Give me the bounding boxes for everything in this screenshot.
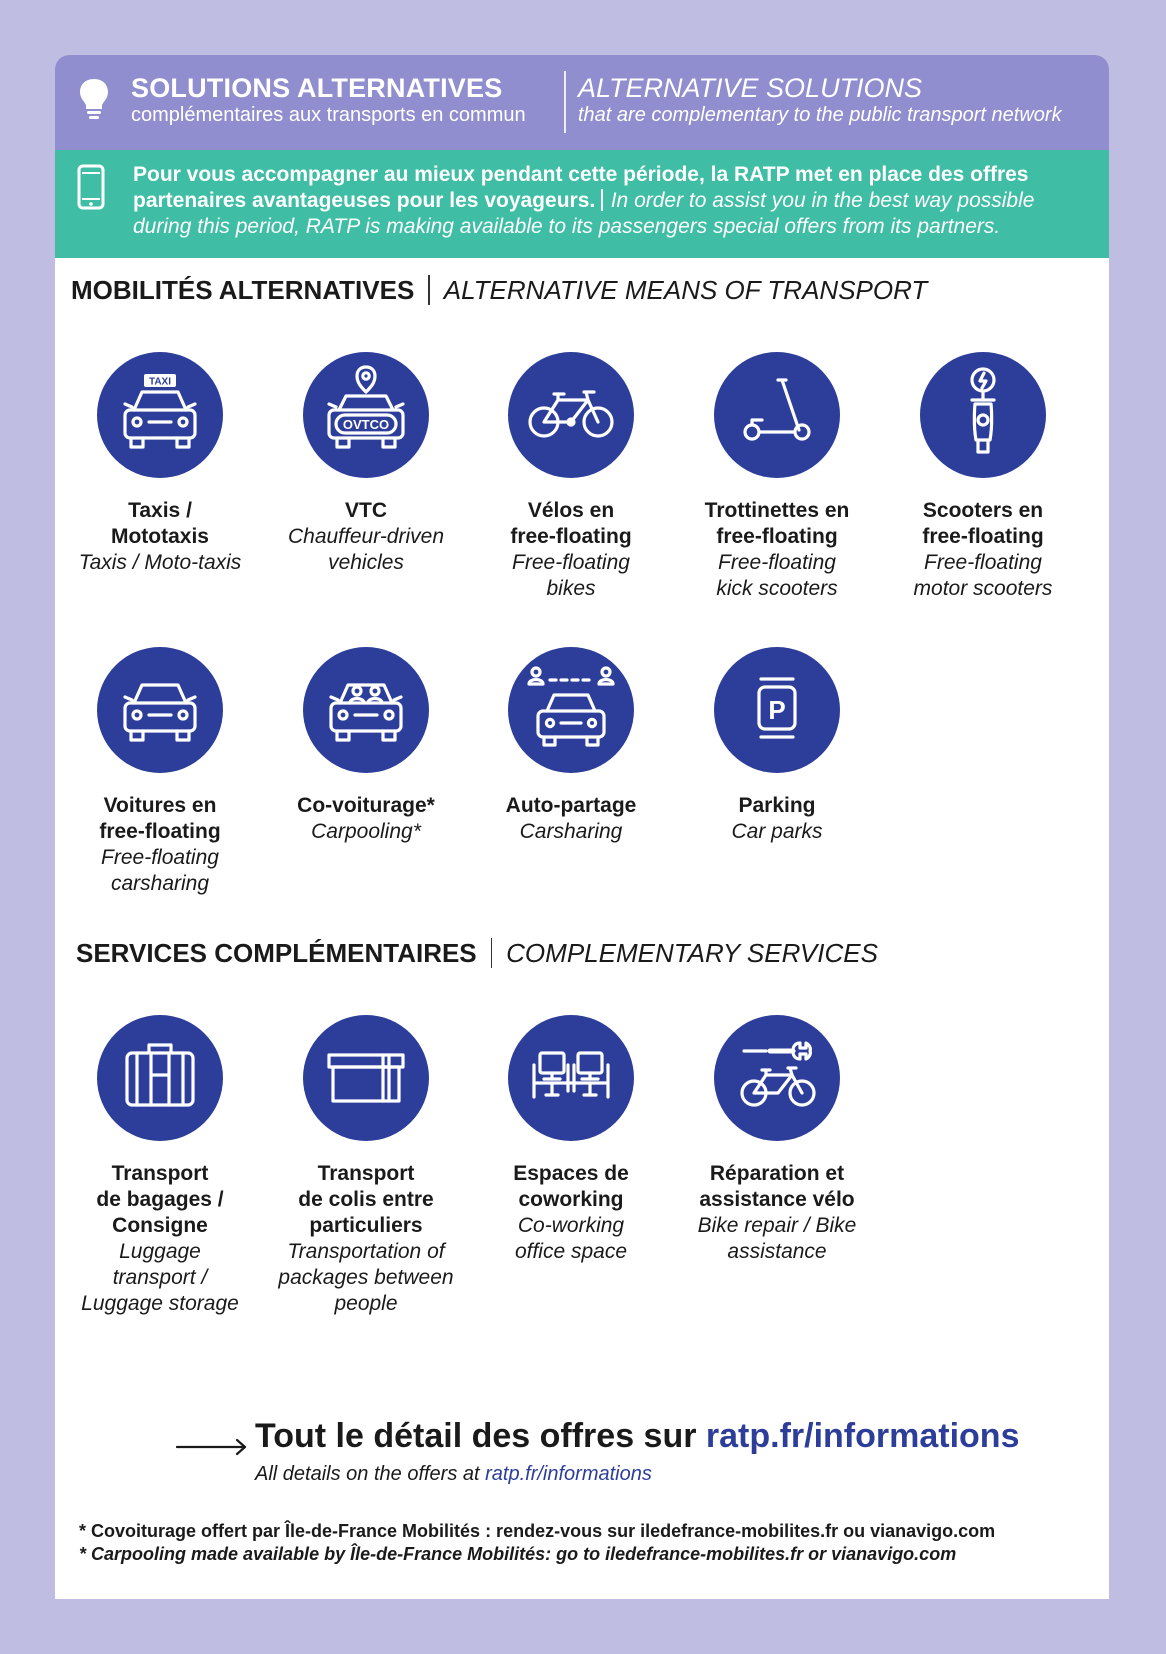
cta-link-en[interactable]: ratp.fr/informations	[485, 1463, 652, 1485]
info-banner	[55, 150, 1109, 258]
free-floating-car-label-fr: Voitures en free-floating	[99, 794, 221, 843]
banner-text-en: In order to assist you in the best way possible during this period, RATP is making available to its passengers special offers from its partners.	[133, 189, 1035, 238]
header-title-en: ALTERNATIVE SOLUTIONS	[578, 73, 923, 103]
taxi-label	[65, 498, 255, 576]
kick-scooter-label	[682, 498, 872, 602]
vtc-label-fr: VTC	[345, 499, 387, 522]
leaflet-card	[55, 55, 1109, 1599]
svg-text:TAXI: TAXI	[148, 376, 172, 388]
motor-scooter-label-en: Free-floating motor scooters	[913, 551, 1053, 600]
coworking-label-fr: Espaces de coworking	[513, 1162, 629, 1211]
taxi-label-en: Taxis / Moto-taxis	[78, 551, 242, 574]
mobility-title-en: ALTERNATIVE MEANS OF TRANSPORT	[443, 275, 928, 305]
mobility-item-parking	[682, 647, 872, 845]
carsharing-label	[476, 793, 666, 845]
carpool-label	[271, 793, 461, 845]
bike-repair-label-en: Bike repair / Bike assistance	[697, 1214, 857, 1263]
car-icon	[97, 647, 223, 773]
parking-badge: P	[768, 695, 786, 725]
bicycle-icon	[508, 352, 634, 478]
mobility-item-bike	[476, 352, 666, 602]
section-title-mobility	[71, 275, 927, 305]
coworking-icon	[508, 1015, 634, 1141]
cta-text-en: All details on the offers at	[255, 1463, 480, 1485]
kick-scooter-label-fr: Trottinettes en free-floating	[704, 499, 850, 548]
banner-text-fr: Pour vous accompagner au mieux pendant cette période, la RATP met en place des offres partenaires avantageuses pour les voyageurs.	[133, 163, 1029, 212]
luggage-label-fr: Transport de bagages / Consigne	[96, 1162, 224, 1237]
service-item-coworking	[476, 1015, 666, 1265]
cta-link[interactable]: ratp.fr/informations	[705, 1417, 1020, 1455]
parking-label	[682, 793, 872, 845]
cta-heading	[255, 1417, 1019, 1456]
parking-label-en: Car parks	[731, 820, 823, 843]
footnote-fr: * Covoiturage offert par Île-de-France Mobilités : rendez-vous sur iledefrance-mobilites.fr ou vianavigo.com	[79, 1521, 996, 1541]
cta-text-fr: Tout le détail des offres sur	[255, 1417, 697, 1455]
kick-scooter-label-en: Free-floating kick scooters	[716, 551, 838, 600]
bike-repair-label	[682, 1161, 872, 1265]
smartphone-icon	[77, 164, 105, 210]
section-title-services	[76, 938, 878, 968]
carpool-label-fr: Co-voiturage*	[297, 794, 435, 817]
vtc-car-icon	[303, 352, 429, 478]
mobility-item-carpool	[271, 647, 461, 845]
services-title-fr: SERVICES COMPLÉMENTAIRES	[76, 938, 477, 968]
motor-scooter-label-fr: Scooters en free-floating	[922, 499, 1044, 548]
parking-label-fr: Parking	[738, 794, 816, 817]
header-title-fr: SOLUTIONS ALTERNATIVES	[131, 73, 503, 103]
motor-scooter-label	[888, 498, 1078, 602]
bike-label	[476, 498, 666, 602]
banner-divider	[601, 189, 603, 211]
coworking-label-en: Co-working office space	[514, 1214, 628, 1263]
package-label-en: Transportation of packages between people	[278, 1240, 454, 1315]
header-title-fr-block	[131, 73, 526, 127]
carsharing-label-en: Carsharing	[519, 820, 623, 843]
taxi-label-fr: Taxis / Mototaxis	[110, 499, 209, 548]
coworking-label	[476, 1161, 666, 1265]
package-label	[271, 1161, 461, 1317]
mobility-item-carsharing	[476, 647, 666, 845]
mobility-title-divider	[428, 275, 430, 305]
header-bar	[55, 55, 1109, 150]
banner-text	[133, 162, 1083, 240]
arrow-right-icon	[175, 1437, 249, 1457]
luggage-label	[65, 1161, 255, 1317]
bike-label-fr: Vélos en free-floating	[510, 499, 632, 548]
header-subtitle-en: that are complementary to the public transport network	[578, 104, 1062, 126]
motor-scooter-icon	[920, 352, 1046, 478]
kick-scooter-icon	[714, 352, 840, 478]
carpool-label-en: Carpooling*	[311, 820, 421, 843]
carsharing-icon	[508, 647, 634, 773]
cta-subheading	[255, 1463, 652, 1486]
package-label-fr: Transport de colis entre particuliers	[298, 1162, 434, 1237]
header-divider	[564, 71, 566, 133]
services-title-en: COMPLEMENTARY SERVICES	[506, 938, 878, 968]
free-floating-car-label	[65, 793, 255, 897]
bike-label-en: Free-floating bikes	[512, 551, 630, 600]
taxi-icon	[97, 352, 223, 478]
luggage-icon	[97, 1015, 223, 1141]
vtc-label-en: Chauffeur-driven vehicles	[287, 525, 445, 574]
footnote	[79, 1520, 995, 1566]
lightbulb-icon	[77, 77, 111, 121]
vtc-label	[271, 498, 461, 576]
free-floating-car-label-en: Free-floating carsharing	[101, 846, 219, 895]
service-item-bike-repair	[682, 1015, 872, 1265]
mobility-title-fr: MOBILITÉS ALTERNATIVES	[71, 275, 415, 305]
service-item-luggage	[65, 1015, 255, 1317]
service-item-package	[271, 1015, 461, 1317]
mobility-item-vtc	[271, 352, 461, 576]
bike-repair-label-fr: Réparation et assistance vélo	[699, 1162, 855, 1211]
vtc-badge: OVTCO	[342, 417, 390, 432]
carsharing-label-fr: Auto-partage	[505, 794, 637, 817]
parking-icon	[714, 647, 840, 773]
luggage-label-en: Luggage transport / Luggage storage	[81, 1240, 239, 1315]
package-icon	[303, 1015, 429, 1141]
header-title-en-block	[578, 73, 1062, 127]
mobility-item-free-floating-car	[65, 647, 255, 897]
bike-repair-icon	[714, 1015, 840, 1141]
mobility-item-taxi	[65, 352, 255, 576]
services-title-divider	[491, 938, 493, 968]
footnote-en: * Carpooling made available by Île-de-France Mobilités: go to iledefrance-mobilites.fr or vianavigo.com	[79, 1544, 957, 1564]
header-subtitle-fr: complémentaires aux transports en commun	[131, 104, 526, 126]
mobility-item-motor-scooter	[888, 352, 1078, 602]
carpool-icon	[303, 647, 429, 773]
mobility-item-kick-scooter	[682, 352, 872, 602]
